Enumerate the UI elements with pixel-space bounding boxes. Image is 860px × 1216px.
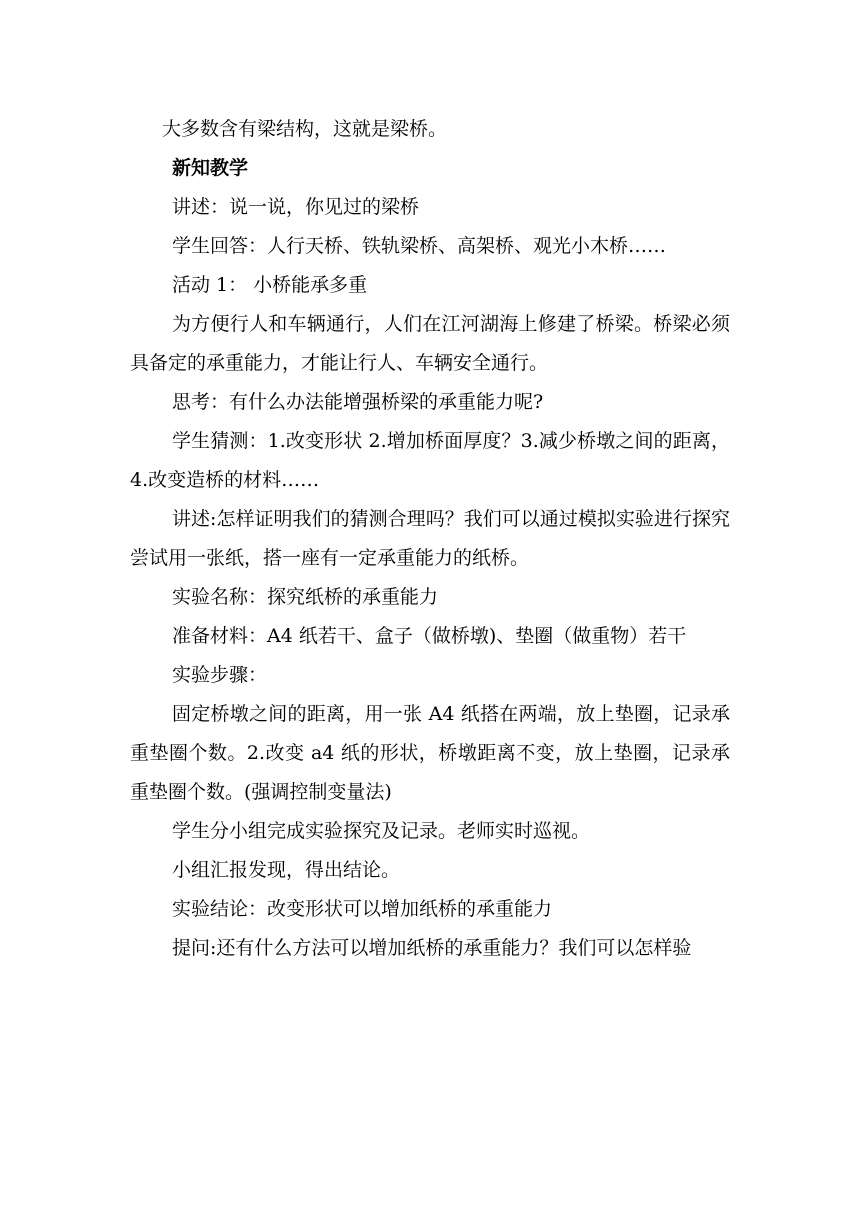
paragraph: 讲述：说一说，你见过的梁桥 (172, 196, 420, 218)
paragraph: 实验名称：探究纸桥的承重能力 (172, 586, 439, 608)
paragraph: 学生回答：人行天桥、铁轨梁桥、高架桥、观光小木桥…… (172, 235, 667, 257)
document-body (130, 110, 730, 968)
section-heading: 新知教学 (172, 157, 249, 179)
activity-title: 活动 1： 小桥能承多重 (172, 274, 368, 296)
paragraph: 为方便行人和车辆通行，人们在江河湖海上修建了桥梁。桥梁必须具备定的承重能力，才能让行人、车辆安全通行。 (130, 313, 730, 374)
paragraph: 思考：有什么办法能增强桥梁的承重能力呢? (172, 391, 544, 413)
paragraph: 学生猜测：1.改变形状 2.增加桥面厚度？3.减少桥墩之间的距离，4.改变造桥的材料…… (130, 430, 730, 491)
paragraph: 小组汇报发现，得出结论。 (172, 859, 401, 881)
paragraph: 实验结论：改变形状可以增加纸桥的承重能力 (172, 898, 553, 920)
paragraph: 准备材料：A4 纸若干、盒子（做桥墩)、垫圈（做重物）若干 (172, 625, 687, 647)
paragraph: 学生分小组完成实验探究及记录。老师实时巡视。 (172, 820, 591, 842)
paragraph: 讲述:怎样证明我们的猜测合理吗？我们可以通过模拟实验进行探究尝试用一张纸，搭一座有一定承重能力的纸桥。 (130, 508, 730, 569)
paragraph: 提问:还有什么方法可以增加纸桥的承重能力？我们可以怎样验 (172, 937, 692, 959)
paragraph: 实验步骤： (172, 664, 268, 686)
paragraph-continuation: 大多数含有梁结构，这就是梁桥。 (162, 118, 448, 140)
paragraph: 固定桥墩之间的距离，用一张 A4 纸搭在两端，放上垫圈，记录承重垫圈个数。2.改变 a4 纸的形状，桥墩距离不变，放上垫圈，记录承重垫圈个数。(强调控制变量法) (130, 703, 730, 803)
